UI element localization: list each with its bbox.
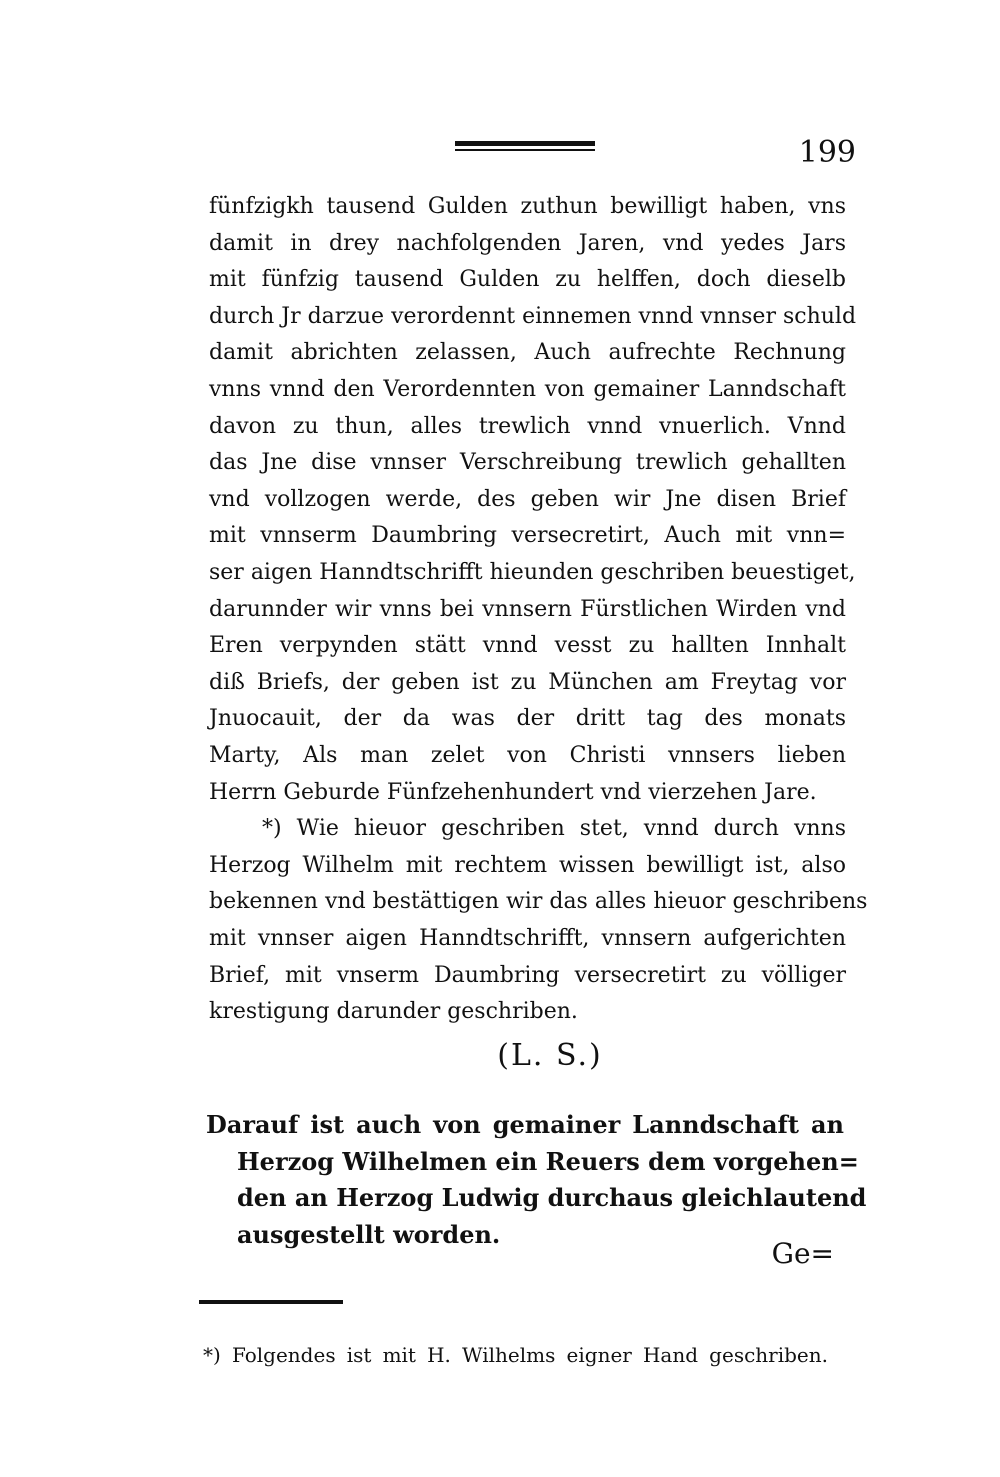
page-number: 199 bbox=[798, 135, 856, 170]
body-line: mit vnnserm Daumbring versecretirt, Auch mit vnn= bbox=[209, 523, 846, 548]
seal-mark: (L. S.) bbox=[497, 1038, 603, 1073]
body-line: vnns vnnd den Verordennten von gemainer Lanndschaft bbox=[209, 377, 846, 402]
footnote-rule bbox=[199, 1300, 343, 1304]
body-line: mit fünfzig tausend Gulden zu helffen, doch dieselb bbox=[209, 267, 846, 292]
body-line: ser aigen Hanndtschrifft hieunden geschriben beuestiget, bbox=[209, 560, 856, 585]
body-line: Eren verpynden stätt vnnd vesst zu hallten Innhalt bbox=[209, 633, 846, 658]
body-line: davon zu thun, alles trewlich vnnd vnuerlich. Vnnd bbox=[209, 414, 846, 439]
body-line: Herzog Wilhelm mit rechtem wissen bewilligt ist, also bbox=[209, 853, 846, 878]
footnote: *) Folgendes ist mit H. Wilhelms eigner Hand geschriben. bbox=[203, 1343, 828, 1367]
body-line: mit vnnser aigen Hanndtschrifft, vnnsern aufgerichten bbox=[209, 926, 846, 951]
body-line: das Jne dise vnnser Verschreibung trewlich gehallten bbox=[209, 450, 846, 475]
body-line: Herrn Geburde Fünfzehenhundert vnd vierzehen Jare. bbox=[209, 780, 817, 805]
body-line: vnd vollzogen werde, des geben wir Jne disen Brief bbox=[209, 487, 846, 512]
catchword: Ge= bbox=[771, 1237, 834, 1270]
body-line: diß Briefs, der geben ist zu München am Freytag vor bbox=[209, 670, 846, 695]
body-line: *) Wie hieuor geschriben stet, vnnd durch vnns bbox=[262, 816, 846, 841]
note-line: den an Herzog Ludwig durchaus gleichlautend bbox=[237, 1183, 867, 1212]
note-line: Darauf ist auch von gemainer Lanndschaft an bbox=[206, 1110, 844, 1139]
body-line: Brief, mit vnserm Daumbring versecretirt zu völliger bbox=[209, 963, 846, 988]
body-line: damit in drey nachfolgenden Jaren, vnd yedes Jars bbox=[209, 231, 846, 256]
note-line: ausgestellt worden. bbox=[237, 1220, 501, 1249]
header-rule-thick bbox=[455, 141, 595, 146]
body-line: darunnder wir vnns bei vnnsern Fürstlichen Wirden vnd bbox=[209, 597, 846, 622]
body-line: damit abrichten zelassen, Auch aufrechte Rechnung bbox=[209, 340, 846, 365]
body-line: bekennen vnd bestättigen wir das alles hieuor geschribens bbox=[209, 889, 868, 914]
body-line: durch Jr darzue verordennt einnemen vnnd vnnser schuld bbox=[209, 304, 857, 329]
header-rule bbox=[455, 141, 595, 155]
note-line: Herzog Wilhelmen ein Reuers dem vorgehen= bbox=[237, 1147, 859, 1176]
body-line: krestigung darunder geschriben. bbox=[209, 999, 578, 1024]
body-line: Marty, Als man zelet von Christi vnnsers lieben bbox=[209, 743, 846, 768]
body-line: fünfzigkh tausend Gulden zuthun bewilligt haben, vns bbox=[209, 194, 846, 219]
body-line: Jnuocauit, der da was der dritt tag des monats bbox=[209, 706, 846, 731]
header-rule-thin bbox=[455, 149, 595, 151]
